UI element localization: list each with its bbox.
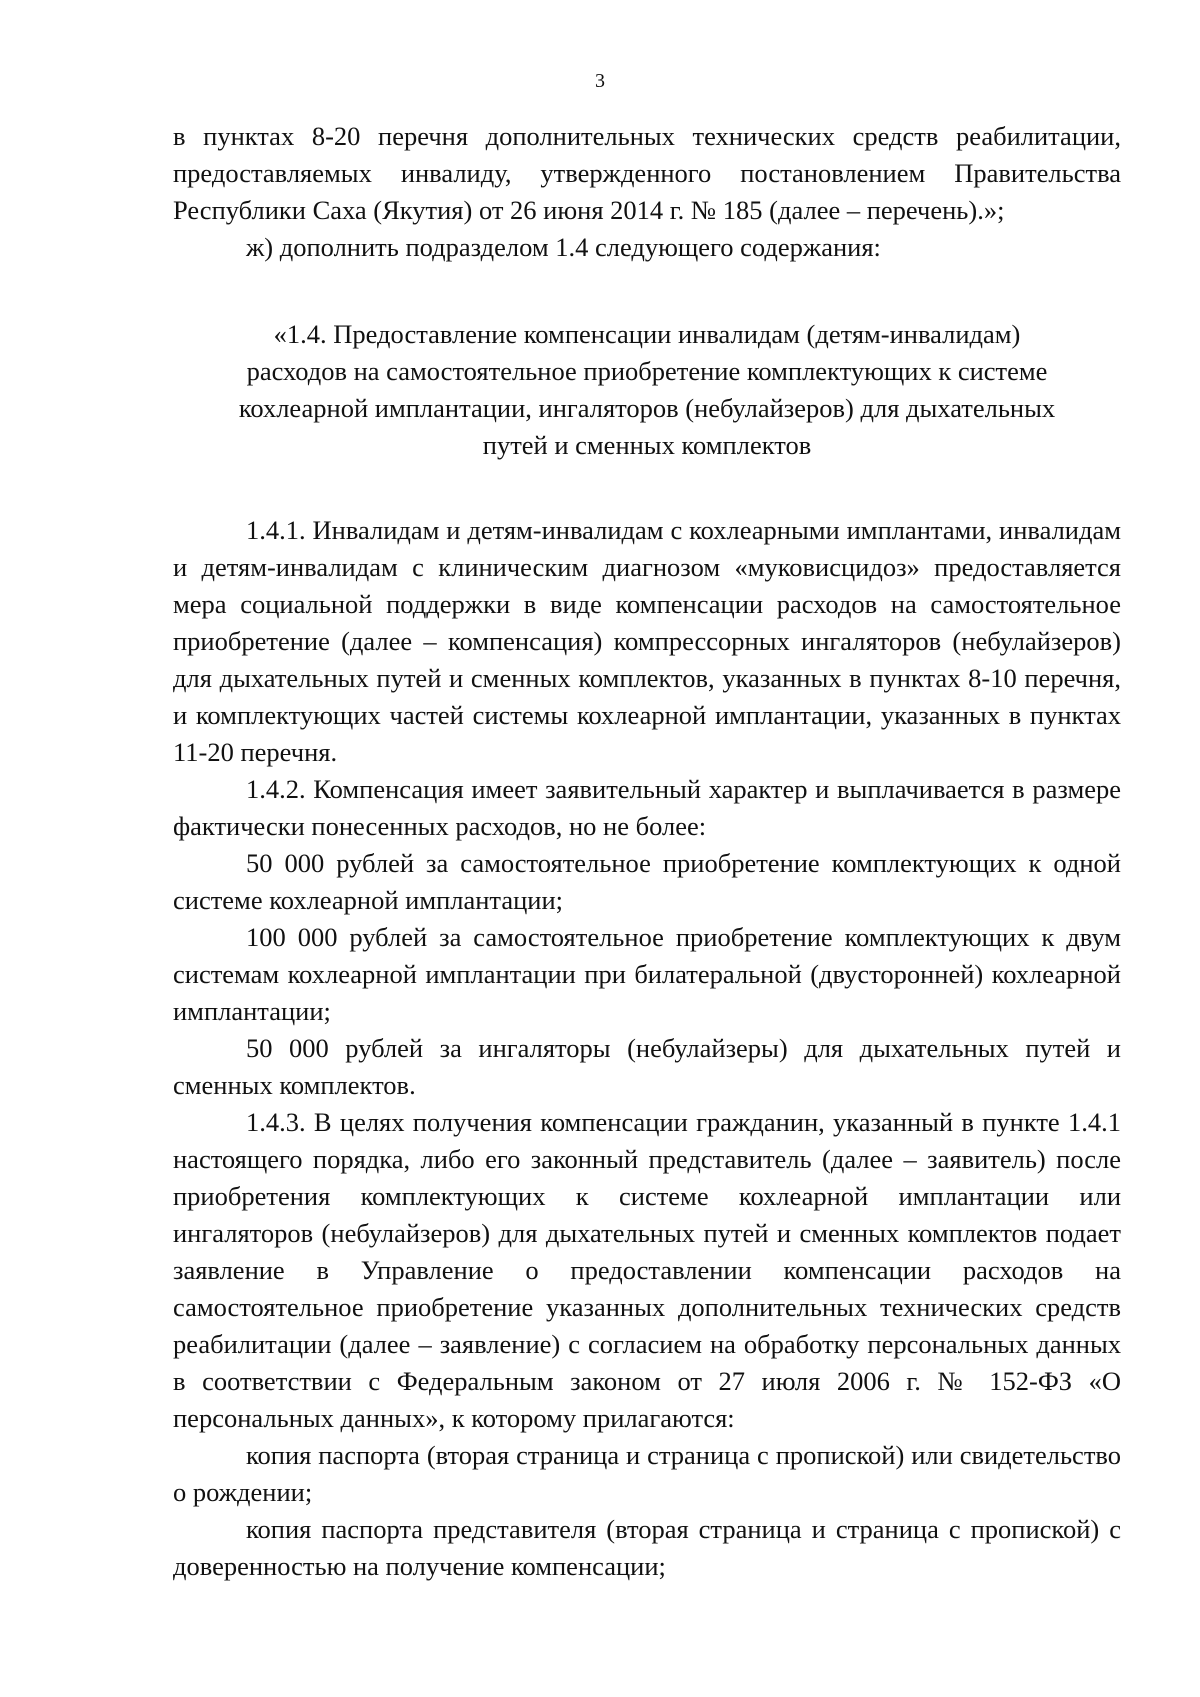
paragraph-limit-two-systems: 100 000 рублей за самостоятельное приобретение комплектующих к двум системам кохлеарной имплантации при билатеральной (двусторонней) кохлеарной имплантации; [173, 922, 1121, 1026]
paragraph-1-4-3: 1.4.3. В целях получения компенсации гражданин, указанный в пункте 1.4.1 настоящего порядка, либо его законный представитель (далее – заявитель) после приобретения комплектующих к системе кохлеарной имплантации или ингаляторов (небулайзеров) для дыхательных путей и сменных комплектов подает заявление в Управление о предоставлении компенсации расходов на самостоятельное приобретение указанных дополнительных технических средств реабилитации (далее – заявление) с согласием на обработку персональных данных в соответствии с Федеральным законом от 27 июля 2006 г. № 152-ФЗ «О персональных данных», к которому прилагаются: [173, 1107, 1121, 1433]
paragraph-passport-copy: копия паспорта (вторая страница и страница с пропиской) или свидетельство о рождении; [173, 1440, 1121, 1507]
section-heading [173, 316, 1121, 464]
paragraph-limit-inhalers: 50 000 рублей за ингаляторы (небулайзеры) для дыхательных путей и сменных комплектов. [173, 1033, 1121, 1100]
section-heading-line-3: кохлеарной имплантации, ингаляторов (небулайзеров) для дыхательных [238, 393, 1056, 423]
paragraph-limit-one-system: 50 000 рублей за самостоятельное приобретение комплектующих к одной системе кохлеарной имплантации; [173, 848, 1121, 915]
amendment-line: ж) дополнить подразделом 1.4 следующего содержания: [246, 232, 881, 262]
paragraph-1-4-2: 1.4.2. Компенсация имеет заявительный характер и выплачивается в размере фактически понесенных расходов, но не более: [173, 774, 1121, 841]
section-heading-line-4: путей и сменных комплектов [482, 430, 812, 460]
document-body [173, 118, 1121, 1585]
section-heading-line-1: «1.4. Предоставление компенсации инвалидам (детям-инвалидам) [273, 319, 1021, 349]
intro-paragraph: в пунктах 8-20 перечня дополнительных технических средств реабилитации, предоставляемых инвалиду, утвержденного постановлением Правительства Республики Саха (Якутия) от 26 июня 2014 г. № 185 (далее – перечень).»; [173, 121, 1121, 225]
section-heading-line-2: расходов на самостоятельное приобретение комплектующих к системе [246, 356, 1048, 386]
paragraph-representative-passport: копия паспорта представителя (вторая страница и страница с пропиской) с доверенностью на получение компенсации; [173, 1514, 1121, 1581]
page-number: 3 [595, 70, 605, 92]
paragraph-1-4-1: 1.4.1. Инвалидам и детям-инвалидам с кохлеарными имплантами, инвалидам и детям-инвалидам с клиническим диагнозом «муковисцидоз» предоставляется мера социальной поддержки в виде компенсации расходов на самостоятельное приобретение (далее – компенсация) компрессорных ингаляторов (небулайзеров) для дыхательных путей и сменных комплектов, указанных в пунктах 8-10 перечня, и комплектующих частей системы кохлеарной имплантации, указанных в пунктах 11-20 перечня. [173, 515, 1121, 767]
